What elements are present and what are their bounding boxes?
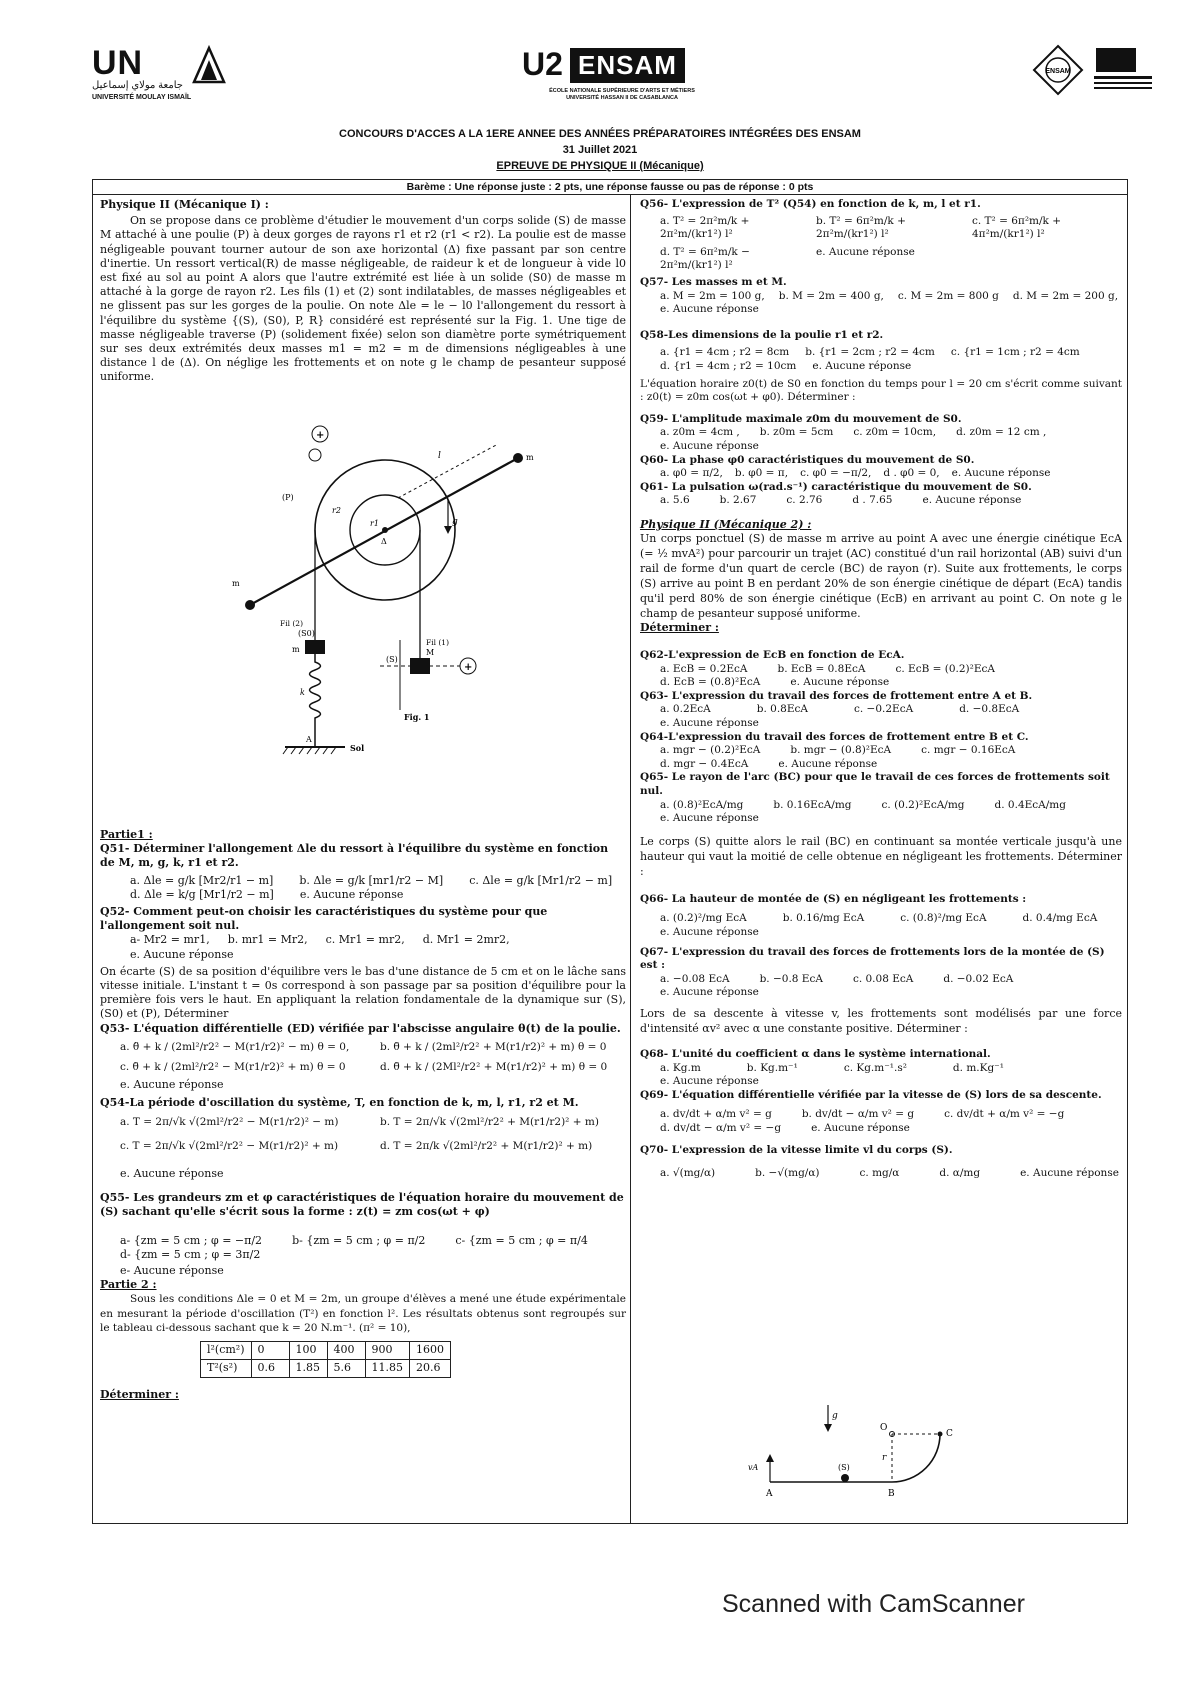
q61-option-e[interactable]: e. Aucune réponse: [922, 494, 1022, 507]
q58-option-d[interactable]: d. {r1 = 4cm ; r2 = 10cm: [660, 359, 797, 372]
q69-option-a[interactable]: a. dv/dt + α/m v² = g: [660, 1108, 772, 1121]
svg-text:r: r: [882, 1453, 887, 1463]
q63-option-e[interactable]: e. Aucune réponse: [660, 717, 759, 730]
q65-options: [640, 799, 1122, 826]
svg-text:k: k: [300, 688, 305, 697]
q60-option-e[interactable]: e. Aucune réponse: [951, 467, 1051, 480]
q60-text: Q60- La phase φ0 caractéristiques du mouvement de S0.: [640, 453, 975, 466]
q52-options: [100, 933, 626, 961]
svg-text:(S0): (S0): [298, 629, 315, 638]
svg-text:r2: r2: [332, 506, 341, 515]
q68-option-d[interactable]: d. m.Kg⁻¹: [952, 1061, 1004, 1074]
q62-option-a[interactable]: a. EcB = 0.2EcA: [660, 662, 748, 675]
table-cell: 0.6: [251, 1360, 289, 1378]
paragraph-z0: L'équation horaire z0(t) de S0 en fonction du temps pour l = 20 cm s'écrit comme suivant : z0(t) = z0m cos(ωt + φ0). Déterminer :: [640, 377, 1122, 404]
q56-option-b[interactable]: b. T² = 6π²m/k + 2π²m/(kr1²) l²: [816, 214, 906, 241]
q62-text: Q62-L'expression de EcB en fonction de EcA.: [640, 649, 905, 662]
q51-option-d[interactable]: d. Δle = k/g [Mr1/r2 − m]: [130, 887, 274, 901]
q70-options: [640, 1167, 1122, 1181]
q69-option-d[interactable]: d. dv/dt − α/m v² = −g: [660, 1121, 782, 1134]
ensam-network-icon: [1028, 42, 1158, 98]
q55-option-b[interactable]: b- {zm = 5 cm ; φ = π/2: [292, 1233, 426, 1247]
svg-text:l: l: [438, 451, 441, 461]
q57-option-a[interactable]: a. M = 2m = 100 g,: [660, 289, 765, 302]
q66-option-b[interactable]: b. 0.16/mg EcA: [782, 912, 865, 925]
q68-option-e[interactable]: e. Aucune réponse: [660, 1075, 759, 1088]
pyramid-logo-icon: [192, 46, 226, 86]
q59-option-e[interactable]: e. Aucune réponse: [660, 439, 759, 452]
q64-options: [640, 744, 1122, 771]
q64-option-b[interactable]: b. mgr − (0.8)²EcA: [790, 744, 892, 757]
camscanner-watermark: Scanned with CamScanner: [722, 1590, 1025, 1618]
q70-option-c[interactable]: c. mg/α: [859, 1167, 900, 1180]
paragraph-descente: Lors de sa descente à vitesse v, les frottements sont modélisés par une force d'intensité αv² avec α une constante positive. Déterminer :: [640, 1006, 1122, 1035]
svg-text:r1: r1: [370, 519, 379, 528]
q66-option-c[interactable]: c. (0.8)²/mg EcA: [900, 912, 987, 925]
q51-text: Q51- Déterminer l'allongement Δle du ressort à l'équilibre du système en fonction de M, m, g, k, r1 et r2.: [100, 842, 609, 870]
q54-option-e[interactable]: e. Aucune réponse: [120, 1167, 224, 1181]
q59-option-c[interactable]: c. z0m = 10cm,: [853, 426, 937, 439]
q58-option-b[interactable]: b. {r1 = 2cm ; r2 = 4cm: [805, 346, 935, 359]
table-cell: 5.6: [327, 1360, 365, 1378]
q57-option-e[interactable]: e. Aucune réponse: [660, 303, 759, 316]
table-row: [201, 1342, 451, 1360]
q51-option-b[interactable]: b. Δle = g/k [mr1/r2 − M]: [299, 873, 444, 887]
q59-option-a[interactable]: a. z0m = 4cm ,: [660, 426, 740, 439]
q58-option-c[interactable]: c. {r1 = 1cm ; r2 = 4cm: [950, 346, 1080, 359]
q56-option-c[interactable]: c. T² = 6π²m/k + 4π²m/(kr1²) l²: [972, 214, 1062, 241]
table-cell: 400: [327, 1342, 365, 1360]
spring: [310, 654, 321, 740]
q65-option-c[interactable]: c. (0.2)²EcA/mg: [881, 798, 965, 811]
svg-text:Fil (2): Fil (2): [280, 619, 304, 628]
q53-text: Q53- L'équation différentielle (ED) vérifiée par l'abscisse angulaire θ(t) de la poulie.: [100, 1021, 621, 1035]
q60-options: [640, 467, 1122, 481]
svg-text:+: +: [464, 662, 473, 673]
left-column-questions: [100, 828, 626, 1402]
q52-option-d[interactable]: d. Mr1 = 2mr2,: [422, 933, 510, 947]
partie-1-title: Partie1 :: [100, 828, 153, 841]
solid-s: [410, 658, 430, 674]
q55-option-d[interactable]: d- {zm = 5 cm ; φ = 3π/2: [120, 1247, 261, 1261]
q67-option-b[interactable]: b. −0.8 EcA: [759, 972, 823, 985]
ensam-logo: [522, 44, 712, 100]
q53-option-c[interactable]: c. θ̈ + k / (2ml²/r2² − M(r1/r2)² + m) θ = 0: [120, 1061, 346, 1074]
q56-option-e[interactable]: e. Aucune réponse: [816, 245, 915, 258]
table-row: [201, 1360, 451, 1378]
svg-text:A: A: [306, 735, 312, 744]
table-cell: 1600: [410, 1342, 451, 1360]
q65-option-d[interactable]: d. 0.4EcA/mg: [994, 798, 1066, 811]
q59-option-d[interactable]: d. z0m = 12 cm ,: [956, 426, 1047, 439]
q69-text: Q69- L'équation différentielle vérifiée par la vitesse de (S) lors de sa descente.: [640, 1088, 1102, 1101]
q61-options: [640, 494, 1122, 508]
q60-option-d[interactable]: d . φ0 = 0,: [883, 467, 940, 480]
q61-option-a[interactable]: a. 5.6: [660, 494, 690, 507]
table-cell: 100: [289, 1342, 327, 1360]
right-column: [640, 198, 1122, 1191]
table-cell: 0: [251, 1342, 289, 1360]
section-title-mecanique-1: Physique II (Mécanique I) :: [100, 198, 269, 211]
q56-text: Q56- L'expression de T² (Q54) en fonction de k, m, l et r1.: [640, 198, 981, 210]
point-s: [841, 1474, 849, 1482]
exam-subject: EPREUVE DE PHYSIQUE II (Mécanique): [496, 160, 704, 172]
q51-option-c[interactable]: c. Δle = g/k [Mr1/r2 − m]: [469, 873, 613, 887]
q69-option-e[interactable]: e. Aucune réponse: [811, 1121, 910, 1134]
q60-option-b[interactable]: b. φ0 = π,: [734, 467, 789, 480]
q54-text: Q54-La période d'oscillation du système, T, en fonction de k, m, l, r1, r2 et M.: [100, 1096, 579, 1110]
rod: [250, 458, 518, 605]
q68-option-c[interactable]: c. Kg.m⁻¹.s²: [843, 1061, 907, 1074]
exam-title-block: [0, 126, 1200, 174]
university-logo: [92, 44, 292, 114]
determiner-label-2: Déterminer :: [640, 621, 719, 635]
svg-text:Fig. 1: Fig. 1: [404, 712, 430, 722]
q68-option-a[interactable]: a. Kg.m: [660, 1061, 701, 1074]
q59-option-b[interactable]: b. z0m = 5cm: [759, 426, 834, 439]
q54-options: [100, 1115, 626, 1182]
q65-option-a[interactable]: a. (0.8)²EcA/mg: [660, 798, 744, 811]
q52-option-b[interactable]: b. mr1 = Mr2,: [227, 933, 308, 947]
solid-s0: [305, 640, 325, 654]
q70-option-a[interactable]: a. √(mg/α): [660, 1167, 716, 1180]
q58-text: Q58-Les dimensions de la poulie r1 et r2.: [640, 328, 884, 341]
q67-option-a[interactable]: a. −0.08 EcA: [660, 972, 730, 985]
q52-option-c[interactable]: c. Mr1 = mr2,: [325, 933, 405, 947]
q62-option-d[interactable]: d. EcB = (0.8)²EcA: [660, 676, 761, 689]
q63-option-a[interactable]: a. 0.2EcA: [660, 703, 711, 716]
q63-option-b[interactable]: b. 0.8EcA: [756, 703, 808, 716]
svg-text:m: m: [526, 453, 534, 462]
q56-option-a[interactable]: a. T² = 2π²m/k + 2π²m/(kr1²) l²: [660, 214, 750, 241]
q56-options: [640, 215, 1122, 273]
ensam-logo-box: ENSAM: [570, 48, 685, 83]
exam-date: 31 Juillet 2021: [562, 144, 638, 156]
mass-m1: [245, 600, 255, 610]
svg-text:+: +: [316, 430, 325, 441]
q63-text: Q63- L'expression du travail des forces de frottement entre A et B.: [640, 689, 1033, 702]
q62-option-b[interactable]: b. EcB = 0.8EcA: [777, 662, 866, 675]
q67-options: [640, 973, 1122, 1000]
q53-options: [100, 1040, 626, 1093]
q58-options: [640, 346, 1122, 373]
q66-option-a[interactable]: a. (0.2)²/mg EcA: [660, 912, 747, 925]
q63-option-d[interactable]: d. −0.8EcA: [959, 703, 1020, 716]
q67-text: Q67- L'expression du travail des forces de frottements lors de la montée de (S) est :: [640, 945, 1105, 972]
q53-option-b[interactable]: b. θ̈ + k / (2ml²/r2² + M(r1/r2)² + m) θ = 0: [380, 1040, 607, 1053]
q61-option-d[interactable]: d . 7.65: [852, 494, 893, 507]
q64-option-e[interactable]: e. Aucune réponse: [778, 757, 878, 770]
q54-option-a[interactable]: a. T = 2π/√k √(2ml²/r2² − M(r1/r2)² − m): [120, 1115, 339, 1128]
q51-option-a[interactable]: a. Δle = g/k [Mr2/r1 − m]: [130, 873, 274, 887]
svg-text:(S): (S): [386, 655, 398, 664]
q62-option-c[interactable]: c. EcB = (0.2)²EcA: [895, 662, 995, 675]
rail-quarter-circle: [892, 1434, 940, 1482]
q52-option-e[interactable]: e. Aucune réponse: [130, 947, 234, 961]
q63-option-c[interactable]: c. −0.2EcA: [854, 703, 914, 716]
table-cell: 900: [365, 1342, 410, 1360]
q53-option-d[interactable]: d. θ̈ + k / (2Ml²/r2² + M(r1/r2)² + m) θ = 0: [380, 1061, 608, 1074]
intro-paragraph: On se propose dans ce problème d'étudier le mouvement d'un corps solide (S) de masse M attaché à une poulie (P) à deux gorges de rayons r1 et r2 (r1 < r2). La poulie est de masse négligeable pouvant tourner autour de son axe horizontal (Δ) fixe passant par son centre d'inertie. Un ressort vertical(R) de masse négligeable, de raideur k et de longueur à vide l0 est fixé au sol au point A alors que l'autre extrémité est liée à un solide (S0) de masse m attaché à la gorge de rayon r2. Les fils (1) et (2) sont indilatables, de masses négligeables et ne glissent pas sur les gorges de la poulie. On note Δle = le − l0 l'allongement du ressort à l'équilibre du système {(S), (S0), P, R} considéré est représenté sur la Fig. 1. Une tige de masse négligeable traverse (P) (solidement fixée) selon son diamètre porte symétriquement sur ses deux extrémités deux masses m1 = m2 = m de dimensions négligeables à une distance l de (Δ). On néglige les frottements et on note g le champ de pesanteur supposé uniforme.: [100, 214, 626, 384]
svg-text:vA: vA: [748, 1463, 759, 1472]
q69-option-b[interactable]: b. dv/dt − α/m v² = g: [801, 1108, 915, 1121]
paragraph-rail: Le corps (S) quitte alors le rail (BC) en continuant sa montée verticale jusqu'à une hauteur qui vaut la moitié de celle obtenue en négligeant les frottements. Déterminer :: [640, 834, 1122, 878]
q69-option-c[interactable]: c. dv/dt + α/m v² = −g: [944, 1108, 1065, 1121]
rail-figure: [740, 1400, 980, 1510]
q64-option-c[interactable]: c. mgr − 0.16EcA: [921, 744, 1016, 757]
paragraph-mecanique-2: Un corps ponctuel (S) de masse m arrive au point A avec une énergie cinétique EcA (= ½ mvA²) pour parcourir un trajet (AC) constitué d'un rail horizontal (AB) suivi d'un rail de forme d'un quart de cercle (BC) de rayon (r). Suite aux frottements, le corps (S) arrive au point B en perdant 20% de son énergie cinétique de départ (EcA) tandis qu'il perd 80% de son énergie cinétique (EcB) en arrivant au point C. On note g le champ de pesanteur supposé uniforme.: [640, 532, 1122, 621]
q53-option-e[interactable]: e. Aucune réponse: [120, 1078, 224, 1092]
university-arabic-name: جامعة مولاي إسماعيل: [92, 80, 183, 91]
q55-option-a[interactable]: a- {zm = 5 cm ; φ = −π/2: [120, 1233, 263, 1247]
q66-options: [640, 912, 1122, 939]
svg-text:Δ: Δ: [381, 537, 387, 546]
table-cell: 11.85: [365, 1360, 410, 1378]
q60-option-c[interactable]: c. φ0 = −π/2,: [800, 467, 872, 480]
q62-option-e[interactable]: e. Aucune réponse: [790, 676, 890, 689]
svg-text:C: C: [946, 1429, 953, 1439]
svg-text:B: B: [888, 1489, 895, 1499]
q55-option-e[interactable]: e- Aucune réponse: [120, 1264, 224, 1278]
q63-options: [640, 703, 1122, 730]
q62-options: [640, 663, 1122, 690]
q67-option-e[interactable]: e. Aucune réponse: [660, 986, 759, 999]
paragraph-ecartement: On écarte (S) de sa position d'équilibre vers le bas d'une distance de 5 cm et on le lâche sans vitesse initiale. L'instant t = 0s correspond à son passage par sa position d'équilibre pour la première fois vers le haut. En appliquant la relation fondamentale de la dynamique sur (S), (S0) et (P), Déterminer: [100, 964, 626, 1021]
university-latin-name: UNIVERSITÉ MOULAY ISMAÏL: [92, 94, 192, 101]
q54-option-b[interactable]: b. T = 2π/√k √(2ml²/r2² + M(r1/r2)² + m): [380, 1115, 599, 1128]
q56-option-d[interactable]: d. T² = 6π²m/k − 2π²m/(kr1²) l²: [660, 245, 750, 272]
q64-option-d[interactable]: d. mgr − 0.4EcA: [660, 757, 749, 770]
q70-text: Q70- L'expression de la vitesse limite vl du corps (S).: [640, 1143, 953, 1156]
mass-m2: [513, 453, 523, 463]
table-cell: l²(cm²): [201, 1342, 252, 1360]
q60-option-a[interactable]: a. φ0 = π/2,: [660, 467, 723, 480]
q52-option-a[interactable]: a- Mr2 = mr1,: [130, 933, 210, 947]
q64-text: Q64-L'expression du travail des forces de frottement entre B et C.: [640, 730, 1029, 743]
q54-option-c[interactable]: c. T = 2π/√k √(2ml²/r2² − M(r1/r2)² + m): [120, 1139, 339, 1152]
svg-text:(S): (S): [838, 1463, 850, 1472]
q59-text: Q59- L'amplitude maximale z0m du mouvement de S0.: [640, 412, 962, 425]
q65-option-e[interactable]: e. Aucune réponse: [660, 812, 759, 825]
q61-text: Q61- La pulsation ω(rad.s⁻¹) caractéristique du mouvement de S0.: [640, 480, 1032, 493]
q61-option-b[interactable]: b. 2.67: [719, 494, 757, 507]
q51-options: [100, 874, 626, 902]
q65-option-b[interactable]: b. 0.16EcA/mg: [773, 798, 852, 811]
section-title-mecanique-2: Physique II (Mécanique 2) :: [640, 517, 812, 531]
ensam-logo-subtitle: ÉCOLE NATIONALE SUPÉRIEURE D'ARTS ET MÉTIERS UNIVERSITÉ HASSAN II DE CASABLANCA: [549, 88, 695, 101]
q57-option-b[interactable]: b. M = 2m = 400 g,: [778, 289, 884, 302]
q53-option-a[interactable]: a. θ̈ + k / (2ml²/r2² − M(r1/r2)² − m) θ = 0,: [120, 1040, 350, 1053]
q66-text: Q66- La hauteur de montée de (S) en négligeant les frottements :: [640, 892, 1027, 905]
grading-scale: Barème : Une réponse juste : 2 pts, une réponse fausse ou pas de réponse : 0 pts: [92, 179, 1128, 194]
university-logo-mark: UN: [92, 44, 144, 82]
q57-options: [640, 290, 1122, 317]
table-cell: T²(s²): [201, 1360, 252, 1378]
q55-option-c[interactable]: c- {zm = 5 cm ; φ = π/4: [455, 1233, 588, 1247]
svg-text:ENSAM: ENSAM: [1045, 68, 1071, 75]
q61-option-c[interactable]: c. 2.76: [786, 494, 823, 507]
q55-text: Q55- Les grandeurs zm et φ caractéristiques de l'équation horaire du mouvement de (S) sachant qu'elle s'écrit sous la forme : z(t) = zm cos(ωt + φ): [100, 1191, 624, 1219]
q70-option-b[interactable]: b. −√(mg/α): [755, 1167, 820, 1180]
q68-options: [640, 1062, 1122, 1089]
svg-text:A: A: [766, 1489, 773, 1499]
svg-text:O: O: [880, 1423, 888, 1433]
q68-text: Q68- L'unité du coefficient α dans le système international.: [640, 1047, 991, 1060]
q51-option-e[interactable]: e. Aucune réponse: [299, 887, 404, 901]
q67-option-d[interactable]: d. −0.02 EcA: [943, 972, 1014, 985]
table-cell: 20.6: [410, 1360, 451, 1378]
q68-option-b[interactable]: b. Kg.m⁻¹: [746, 1061, 798, 1074]
pulley-figure: [230, 430, 560, 810]
ensam-logo-us: U2: [522, 46, 563, 82]
q57-option-d[interactable]: d. M = 2m = 200 g,: [1012, 289, 1119, 302]
ensam-network-logo: [1028, 42, 1158, 98]
paragraph-partie-2: Sous les conditions Δle = 0 et M = 2m, un groupe d'élèves a mené une étude expérimentale en mesurant la période d'oscillation (T²) en fonction l². Les résultats obtenus sont regroupés sur le tableau ci-dessous sachant que k = 20 N.m⁻¹. (π² = 10),: [100, 1293, 626, 1334]
left-column: [100, 198, 626, 385]
svg-text:(P): (P): [282, 493, 294, 502]
q54-option-d[interactable]: d. T = 2π/k √(2ml²/r2² + M(r1/r2)² + m): [380, 1139, 593, 1152]
svg-text:m: m: [232, 579, 240, 588]
q67-option-c[interactable]: c. 0.08 EcA: [852, 972, 914, 985]
q70-option-d[interactable]: d. α/mg: [939, 1167, 981, 1180]
q69-options: [640, 1108, 1122, 1135]
q57-option-c[interactable]: c. M = 2m = 800 g: [897, 289, 999, 302]
q66-option-d[interactable]: d. 0.4/mg EcA: [1022, 912, 1098, 925]
svg-text:Sol: Sol: [350, 743, 365, 753]
table-cell: 1.85: [289, 1360, 327, 1378]
column-divider: [630, 194, 631, 1524]
svg-text:g: g: [452, 517, 458, 527]
q59-options: [640, 426, 1122, 453]
partie-2-title: Partie 2 :: [100, 1278, 157, 1292]
q58-option-a[interactable]: a. {r1 = 4cm ; r2 = 8cm: [660, 346, 790, 359]
q65-text: Q65- Le rayon de l'arc (BC) pour que le travail de ces forces de frottements soit nul.: [640, 771, 1110, 797]
experimental-data-table: [200, 1341, 451, 1378]
q52-text: Q52- Comment peut-on choisir les caractéristiques du système pour que l'allongement soit nul.: [100, 905, 548, 933]
svg-text:Fil (1): Fil (1): [426, 638, 450, 647]
q70-option-e[interactable]: e. Aucune réponse: [1020, 1167, 1119, 1180]
svg-text:g: g: [832, 1411, 838, 1421]
q57-text: Q57- Les masses m et M.: [640, 275, 787, 288]
svg-text:M: M: [426, 648, 435, 657]
svg-text:m: m: [292, 645, 300, 654]
q55-options: [100, 1234, 626, 1262]
q58-option-e[interactable]: e. Aucune réponse: [812, 359, 912, 372]
determiner-label: Déterminer :: [100, 1388, 179, 1402]
exam-title: CONCOURS D'ACCES A LA 1ERE ANNEE DES ANNÉES PRÉPARATOIRES INTÉGRÉES DES ENSAM: [339, 128, 861, 140]
q64-option-a[interactable]: a. mgr − (0.2)²EcA: [660, 744, 761, 757]
q66-option-e[interactable]: e. Aucune réponse: [660, 925, 759, 938]
